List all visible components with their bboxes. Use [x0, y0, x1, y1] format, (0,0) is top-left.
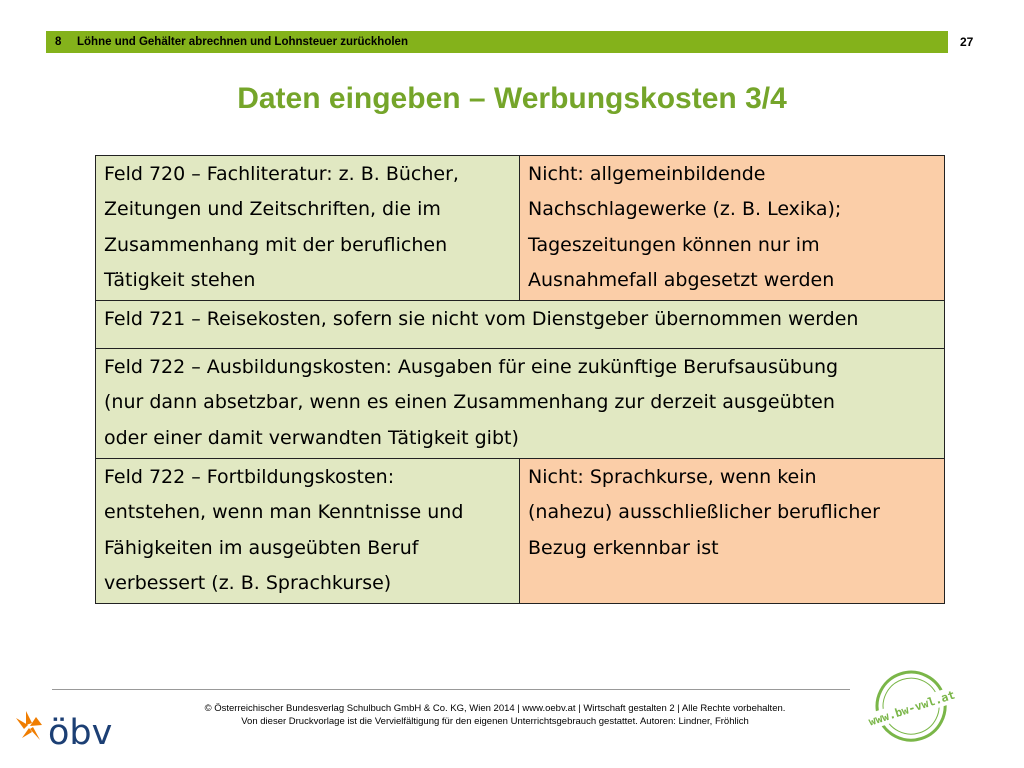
cell-line: oder einer damit verwandten Tätigkeit gibt) — [104, 426, 519, 449]
logo-wordmark: öbv — [48, 713, 113, 748]
cell-line: Feld 720 – Fachliteratur: z. B. Bücher, — [104, 163, 459, 185]
footer-divider — [52, 689, 850, 690]
cell-line: Nachschlagewerke (z. B. Lexika); — [528, 198, 842, 221]
cell-line: (nur dann absetzbar, wenn es einen Zusammenhang zur derzeit ausgeübten — [104, 391, 835, 414]
cell-line: Zusammenhang mit der beruflichen — [104, 233, 448, 256]
table-row — [96, 156, 945, 301]
table-cell-feld-721 — [96, 301, 945, 349]
cell-line: Tätigkeit stehen — [104, 268, 256, 291]
chapter-title: Löhne und Gehälter abrechnen und Lohnsteuer zurückholen — [77, 36, 408, 48]
footer-line-2: Von dieser Druckvorlage ist die Vervielfältigung für den eigenen Unterrichtsgebrauch gestattet. Autoren: Lindner, Fröhlich — [241, 716, 749, 727]
obv-logo-icon — [12, 708, 132, 753]
table-cell-feld-722-exclusion — [520, 459, 945, 604]
cell-line: Fähigkeiten im ausgeübten Beruf — [104, 536, 419, 559]
cell-line: Tageszeitungen können nur im — [528, 233, 820, 256]
table-cell-feld-722-ausbildung — [96, 349, 945, 459]
cell-line: Feld 722 – Fortbildungskosten: — [104, 466, 395, 489]
cell-line: (nahezu) ausschließlicher beruflicher — [528, 501, 880, 524]
footer-copyright — [140, 702, 850, 728]
cell-line: verbessert (z. B. Sprachkurse) — [104, 571, 392, 594]
stamp-text: www.bw-vwl.at — [866, 687, 957, 729]
table-row — [96, 459, 945, 604]
table-cell-feld-722-fortbildung — [96, 459, 520, 604]
table-cell-feld-720-exclusion — [520, 156, 945, 301]
slide-title: Daten eingeben – Werbungskosten 3/4 — [237, 82, 787, 115]
table-row — [96, 301, 945, 349]
werbungskosten-table — [95, 155, 945, 604]
footer-line-1: © Österreichischer Bundesverlag Schulbuch GmbH & Co. KG, Wien 2014 | www.oebv.at | Wirtschaft gestalten 2 | Alle Rechte vorbehalten. — [204, 703, 786, 714]
table-row — [96, 349, 945, 459]
bw-vwl-stamp-icon — [862, 664, 962, 759]
chapter-header-bar — [46, 31, 948, 53]
page-number: 27 — [960, 35, 974, 49]
cell-line: Nicht: allgemeinbildende — [528, 163, 766, 185]
table-cell-feld-720 — [96, 156, 520, 301]
cell-line: entstehen, wenn man Kenntnisse und — [104, 501, 464, 524]
cell-line: Feld 721 – Reisekosten, sofern sie nicht vom Dienstgeber übernommen werden — [104, 308, 859, 331]
cell-line: Bezug erkennbar ist — [528, 536, 719, 559]
chapter-number: 8 — [55, 36, 62, 48]
cell-line: Nicht: Sprachkurse, wenn kein — [528, 466, 817, 489]
cell-line: Zeitungen und Zeitschriften, die im — [104, 198, 441, 221]
cell-line: Feld 722 – Ausbildungskosten: Ausgaben für eine zukünftige Berufsausübung — [104, 356, 839, 379]
cell-line: Ausnahmefall abgesetzt werden — [528, 268, 835, 291]
